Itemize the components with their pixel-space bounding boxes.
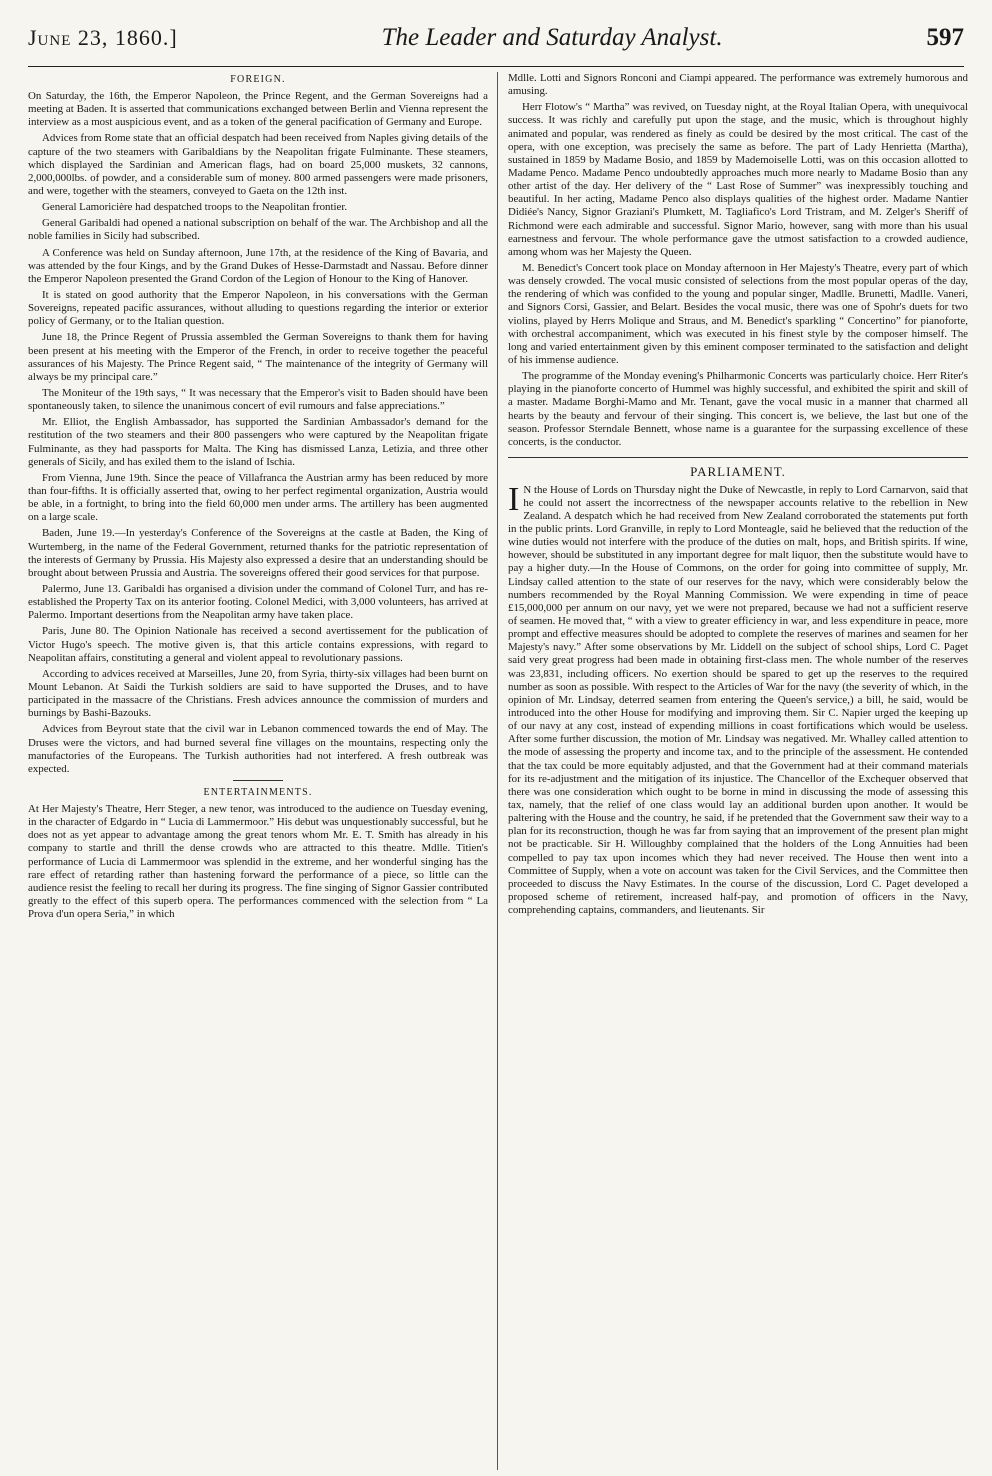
page-number: 597 <box>926 24 964 51</box>
columns <box>28 72 968 1470</box>
drop-cap: I <box>508 480 520 518</box>
article-paragraph <box>508 480 968 918</box>
issue-date: June 23, 1860.] <box>28 25 178 50</box>
article-paragraph: Palermo, June 13. Garibaldi has organised a division under the command of Colonel Turr, and has re-established the Property Tax on its anterior footing. Colonel Medici, with 3,000 volunteers, has arrived at Palermo. Important desertions from the Neapolitan army have taken place. <box>28 582 488 622</box>
article-paragraph: The programme of the Monday evening's Philharmonic Concerts was particularly choice. Herr Riter's playing in the pianoforte concerto of Hummel was highly successful, and exhibited the spirit and skill of a master. Madame Borghi-Mamo and Mr. Tenant, gave the vocal music in a manner that charmed all hearts by the beauty and fervour of their singing. This concert is, we believe, the last but one of the season. Professor Sterndale Bennett, whose name is a guarantee for the surpassing excellence of these concerts, is the conductor. <box>508 370 968 448</box>
article-paragraph: June 18, the Prince Regent of Prussia assembled the German Sovereigns to thank them for having been present at his meeting with the Emperor of the French, in order to receive together the peaceful assurances of his Majesty. The Prince Regent said, “ The maintenance of the integrity of Germany will always be my principal care.” <box>28 331 488 383</box>
parliament-section-title: PARLIAMENT. <box>690 463 786 479</box>
article-paragraph: A Conference was held on Sunday afternoon, June 17th, at the residence of the King of Bavaria, and was attended by the four Kings, and by the Grand Dukes of Hesse-Darmstadt and Nassau. Before dinner the Emperor Napoleon presented the Grand Cordon of the Legion of Honour to the King of Hanover. <box>28 246 488 285</box>
article-paragraph: It is stated on good authority that the Emperor Napoleon, in his conversations with the German Sovereigns, repeated pacific assurances, without alluding to questions regarding the interior or exterior policy of Germany, or to the Italian question. <box>28 289 488 328</box>
article-paragraph: Paris, June 80. The Opinion Nationale has received a second avertissement for the publication of Victor Hugo's speech. The motive given is, that this article contains expressions, with regard to Neapolitan affairs, constituting a general and violent appeal to revolutionary passions. <box>28 625 488 664</box>
publication-title: The Leader and Saturday Analyst. <box>381 24 723 51</box>
running-head <box>28 10 964 67</box>
entertainments-section-title: ENTERTAINMENTS. <box>203 786 313 798</box>
article-paragraph: The Moniteur of the 19th says, “ It was necessary that the Emperor's visit to Baden should have been spontaneously taken, to silence the unanimous concert of evil rumours and false appreciations.” <box>28 387 488 413</box>
article-paragraph: Mr. Elliot, the English Ambassador, has supported the Sardinian Ambassador's demand for the restitution of the two steamers and their 800 passengers who were captured by the Neapolitan frigate Fulminante, as they had passports for Malta. The King has dismissed Lanza, Letizia, and three other generals of Sicily, and has exiled them to the island of Ischia. <box>28 416 488 468</box>
section-divider <box>508 457 968 458</box>
foreign-articles <box>28 90 488 776</box>
parliament-text: N the House of Lords on Thursday night the Duke of Newcastle, in reply to Lord Carnarvon, said that he could not assert the incorrectness of the newspaper accounts relative to the rebellion in New Zealand. A despatch which he had received from New Zealand corroborated the statements put forth in the public prints. Lord Granville, in reply to Lord Monteagle, said he believed that the reduction of the wine duties would not interfere with the produce of the duties on malt, hops, and British spirits. If wine, however, should be substituted in any important degree for malt liquor, then the substitute would have to pay a higher duty.—In the House of Commons, on the order for going into committee of supply, Mr. Lindsay called attention to the state of our reserves for the navy, which were considerably below the numbers recommended by the Royal Manning Commission. We were expending in time of peace £15,000,000 per annum on our navy, yet we were not prepared, because we had not a sufficient reserve of seamen. He moved that, “ with a view to greater efficiency in war, and less expenditure in peace, more prompt and effective measures should be adopted to complete the reserves of marines and seamen for her Majesty's navy.” After some observations by Mr. Liddell on the subject of school ships, Lord C. Paget said very great progress had been made in obtaining first-class men. The whole number of the reserves was 23,831, including officers. No exertion should be spared to get up the reserves to the required number as soon as possible. With respect to the Articles of War for the navy (the severity of which, in the opinion of Mr. Lindsay, deterred seamen from entering the Queen's service,) a bill, he said, would be introduced into the other House for modifying and improving them. Sir C. Napier urged the keeping up of our navy at any cost, instead of expending millions in coast fortifications which would be useless. After some further discussion, the motion of Mr. Lindsay was negatived. Mr. Whalley called attention to the mode of assessing the property and income tax, and to the principle of the assessment. He contended that the tax could be more equitably adjusted, and that the Government had at their command materials for its re-adjustment and the mitigation of its injustice. The Chancellor of the Exchequer observed that there was one consideration which ought to be borne in mind in discussing the mode of assessing this tax, namely, that the relief of one class would lay an additional burden upon another. It would be paltering with the House and the country, he said, if he pretended that the Government saw their way to a plan for its reconstruction, though he was far from saying that an improvement of the present plan might not be practicable. Sir H. Willoughby complained that the holders of the Long Annuities had been compelled to pay tax upon incomes which they had never received. The House then went into a Committee of Supply, when a vote on account was taken for the Civil Services, and the Committee then proceeded to discuss the Navy Estimates. In the course of the discussion, Lord C. Paget developed a proposed scheme of retirement, increased half-pay, and promotion of officers in the Navy, comprehending captains, commanders, and lieutenants. Sir <box>508 483 968 917</box>
article-paragraph: General Lamoricière had despatched troops to the Neapolitan frontier. <box>42 201 348 214</box>
article-paragraph: Advices from Beyrout state that the civil war in Lebanon commenced towards the end of May. The Druses were the victors, and had burned several fine villages on the mountains, respecting only the manufactories of the Europeans. The Turkish authorities had not interfered. A fresh outbreak was expected. <box>28 723 488 775</box>
article-paragraph: Herr Flotow's “ Martha” was revived, on Tuesday night, at the Royal Italian Opera, with unequivocal success. It was richly and carefully put upon the stage, and the music, which is throughout highly animated and popular, was rendered as finely as could be desired by the most critical. The cast of the opera, with one exception, was precisely the same as before. The part of Lady Henrietta (Martha), sustained in 1859 by Madame Bosio, and 1859 by Mademoiselle Lotti, was on this occasion allotted to Madame Penco. Madame Penco undoubtedly approaches much more nearly to Madame Bosio than any other artist of the day. Her delivery of the “ Last Rose of Summer” was inexpressibly touching and beautiful. In her acting, Madame Penco also displays qualities of the highest order. Madame Nantier Didiée's Nancy, Signor Graziani's Plumkett, M. Tagliafico's Lord Tristram, and M. Zelger's Sheriff of Richmond were each admirable and successful. Signor Mario, however, sang with more than his usual earnestness and fervour. The whole performance gave the utmost satisfaction to a crowded audience, among whom was her Majesty the Queen. <box>508 101 968 258</box>
article-paragraph: On Saturday, the 16th, the Emperor Napoleon, the Prince Regent, and the German Sovereigns had a meeting at Baden. It is asserted that communications exchanged between Berlin and Vienna represent the interview as a most auspicious event, and as a token of the general pacification of Germany and Europe. <box>28 90 488 129</box>
foreign-section-title: FOREIGN. <box>230 74 286 85</box>
section-divider <box>233 780 283 781</box>
article-paragraph: General Garibaldi had opened a national subscription on behalf of the war. The Archbishop and all the noble families in Sicily had subscribed. <box>28 217 488 243</box>
article-paragraph: Advices from Rome state that an official despatch had been received from Naples giving details of the capture of the two steamers with Garibaldians by the Neapolitan frigate Fulminante. These steamers, which displayed the Sardinian and American flags, had on board 25,000 muskets, 32 cannons, 2,000,000lbs. of powder, and a considerable sum of money. 800 armed passengers were made prisoners, and were, together with the steamers, conveyed to Gaeta on the 12th inst. <box>28 132 488 198</box>
article-paragraph: From Vienna, June 19th. Since the peace of Villafranca the Austrian army has been reduced by more than four-fifths. It is officially asserted that, owing to her perfect regimental organization, Austria would be able, in a fortnight, to bring into the field 60,000 men under arms. The artillery has been augmented on a large scale. <box>28 471 488 524</box>
article-paragraph: M. Benedict's Concert took place on Monday afternoon in Her Majesty's Theatre, every part of which was densely crowded. The vocal music consisted of selections from the most popular operas of the day, the rendering of which was confided to the young and popular singer, Madlle. Brunetti, Madlle. Vaneri, and Signors Corsi, Gassier, and Belart. Besides the vocal music, there was one of Spohr's duets for two violins, played by Herrs Molique and Straus, and M. Benedict's sparkling “ Concertino” for pianoforte, with orchestral accompaniment, which was executed in his finest style by the composer himself. The long and varied entertainment given by this eminent composer terminated to the satisfaction and delight of his immense audience. <box>508 261 968 366</box>
right-column <box>497 72 968 1470</box>
article-paragraph: Mdlle. Lotti and Signors Ronconi and Ciampi appeared. The performance was extremely humorous and amusing. <box>508 72 968 98</box>
article-paragraph: At Her Majesty's Theatre, Herr Steger, a new tenor, was introduced to the audience on Tuesday evening, in the character of Edgardo in “ Lucia di Lammermoor.” His debut was unquestionably successful, but he does not as yet appear to advantage among the great tenors whom Mr. E. T. Smith has already in his company to startle and thrill the dense crowds who are attracted to this theatre. Mdlle. Titien's performance of Lucia di Lammermoor was splendid in the extreme, and her wonderful singing has the rare effect of retarding rather than hastening forward the performance of a piece, so little can the audience resist the feeling to recall her during its progress. The fine singing of Signor Gassier contributed greatly to the effect of this superb opera. The performances commenced with the selection from “ La Prova d'un opera Seria,” in which <box>28 802 488 921</box>
left-column <box>28 72 497 1470</box>
article-paragraph: According to advices received at Marseilles, June 20, from Syria, thirty-six villages had been burnt on Mount Lebanon. At Saidi the Turkish soldiers are said to have supported the Druses, and to have participated in the massacre of the Christians. Fresh advices announce the commission of murders and burnings by Bashi-Bazouks. <box>28 667 488 720</box>
article-paragraph: Baden, June 19.—In yesterday's Conference of the Sovereigns at the castle at Baden, the King of Wurtemberg, in the name of the Federal Government, returned thanks for the patriotic representation of the interests of Germany by Prussia. His Majesty also expressed a desire that an understanding should be brought about between Prussia and Austria. The sovereigns offered their good services for that purpose. <box>28 527 488 579</box>
